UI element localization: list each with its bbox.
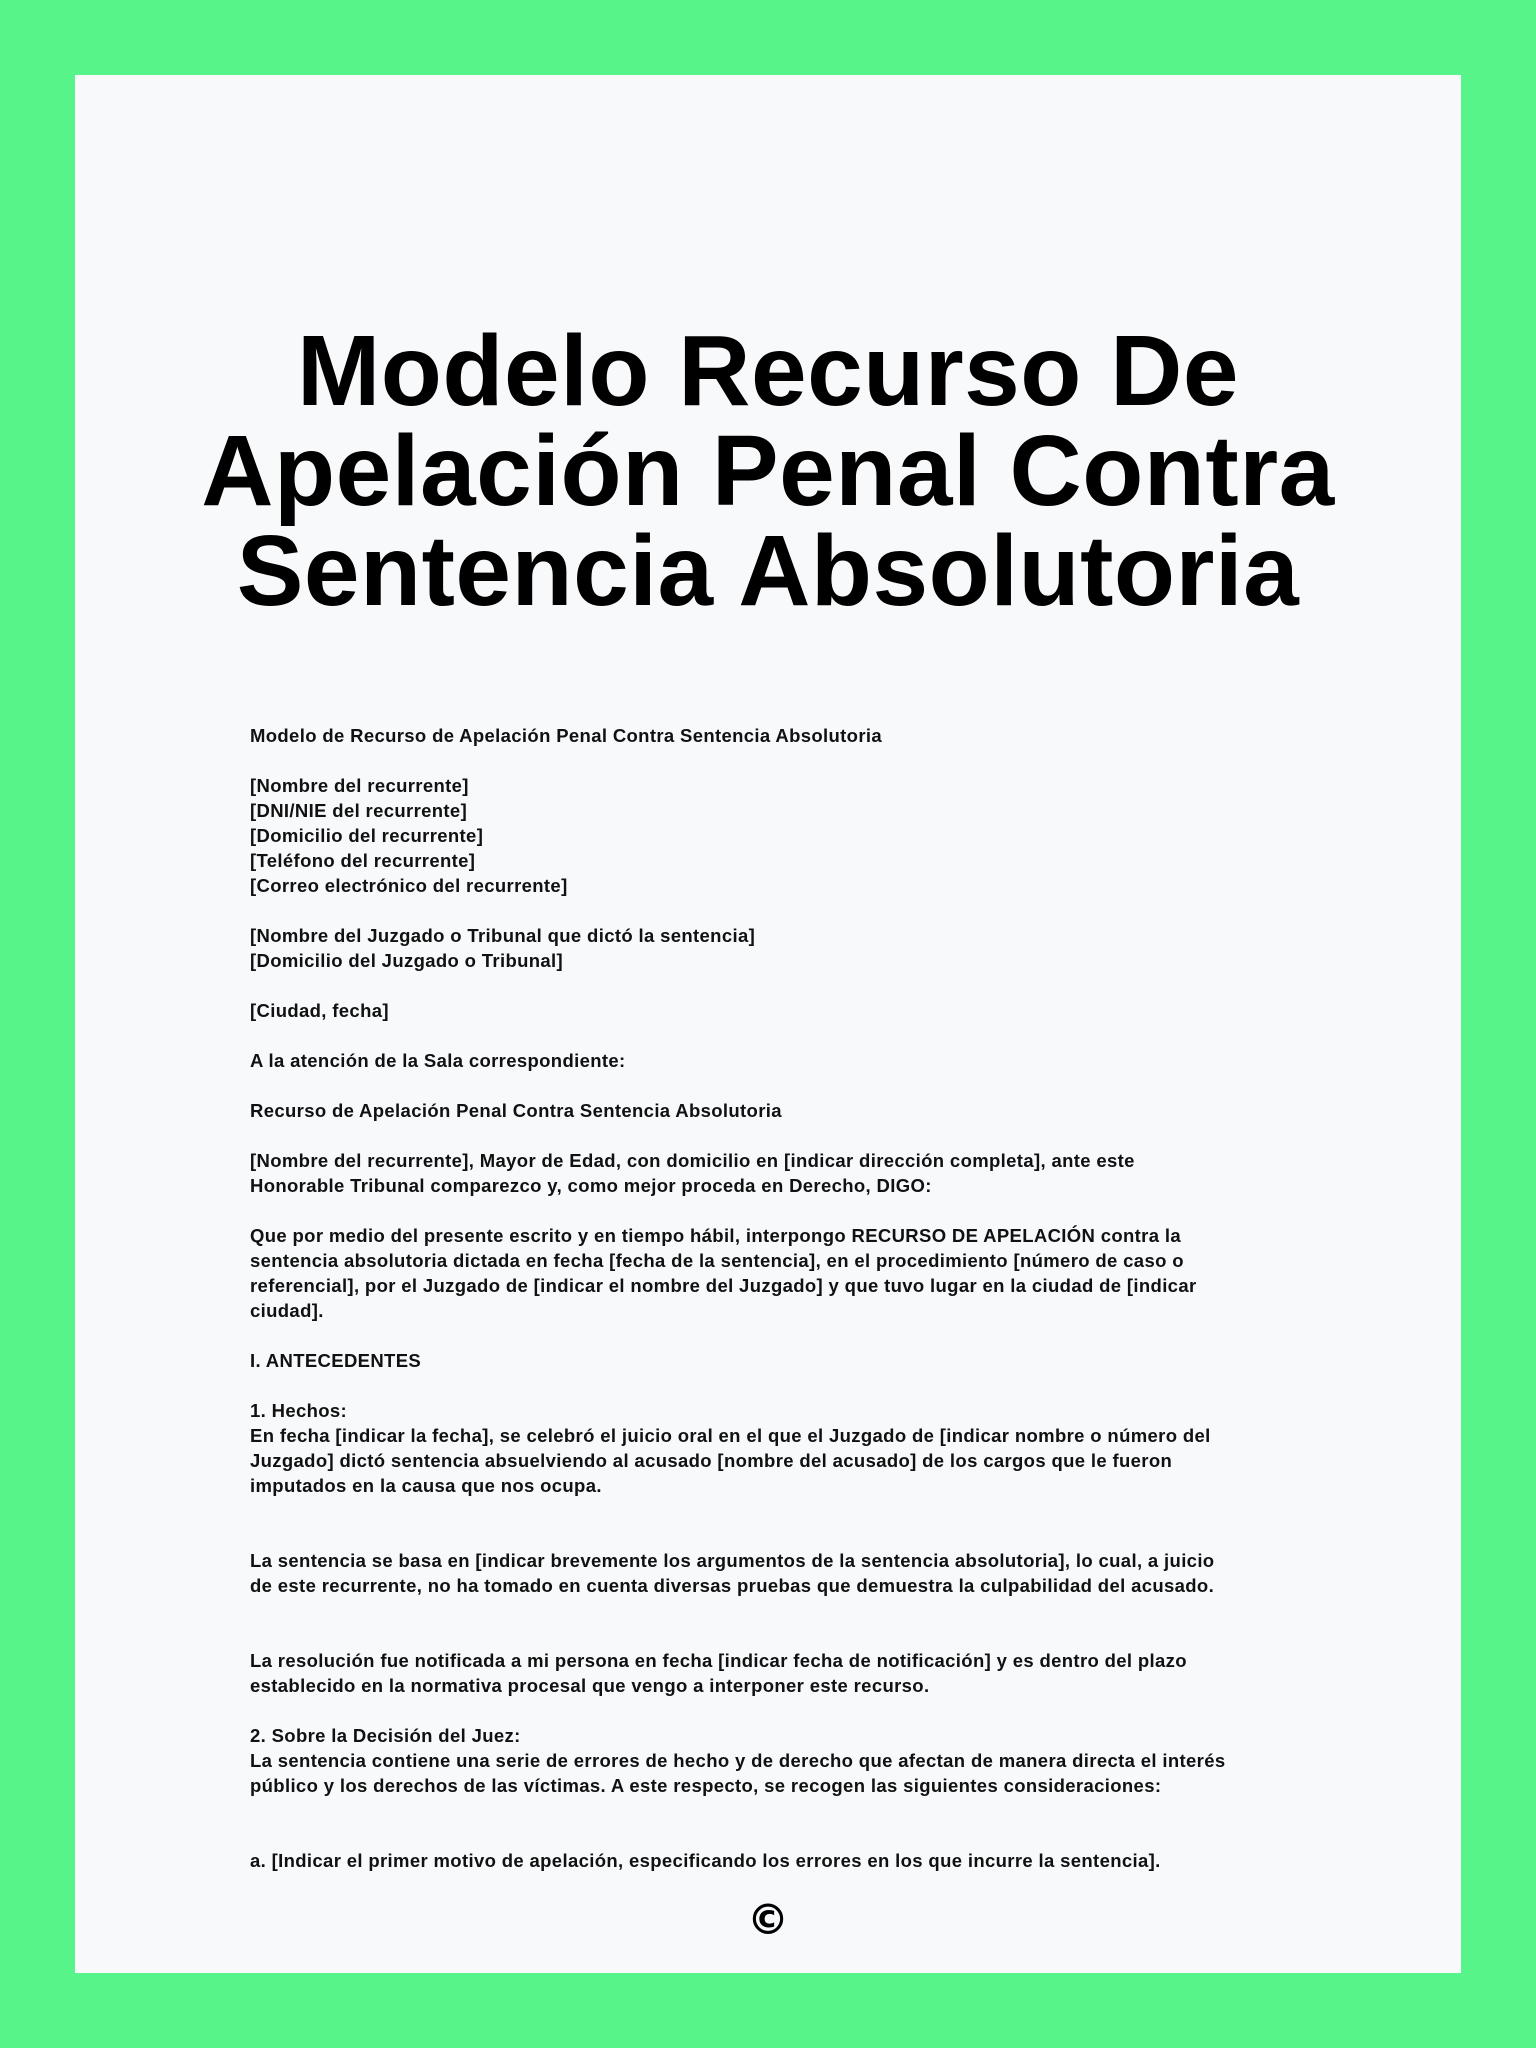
- sentencia-basa-paragraph: [250, 1548, 1360, 1598]
- notificacion-paragraph: [250, 1648, 1360, 1698]
- paragraph-line: imputados en la causa que nos ocupa.: [250, 1475, 602, 1496]
- paragraph-line: público y los derechos de las víctimas. A este respecto, se recogen las siguientes consideraciones:: [250, 1775, 1162, 1796]
- document-page: [75, 75, 1461, 1973]
- decision-heading: 2. Sobre la Decisión del Juez:: [250, 1725, 521, 1746]
- recurrente-dni: [DNI/NIE del recurrente]: [250, 800, 468, 821]
- paragraph-line: ciudad].: [250, 1300, 324, 1321]
- paragraph-line: sentencia absolutoria dictada en fecha [fecha de la sentencia], en el procedimiento [número de caso o: [250, 1250, 1184, 1271]
- recurrente-block: [250, 773, 1360, 898]
- motivo-a-line: a. [Indicar el primer motivo de apelación, especificando los errores en los que incurre la sentencia].: [250, 1850, 1161, 1871]
- recurrente-nombre: [Nombre del recurrente]: [250, 775, 469, 796]
- paragraph-line: La resolución fue notificada a mi persona en fecha [indicar fecha de notificación] y es dentro del plazo: [250, 1650, 1187, 1671]
- paragraph-line: referencial], por el Juzgado de [indicar el nombre del Juzgado] y que tuvo lugar en la ciudad de [indicar: [250, 1275, 1197, 1296]
- juzgado-domicilio: [Domicilio del Juzgado o Tribunal]: [250, 950, 564, 971]
- paragraph-line: establecido en la normativa procesal que vengo a interponer este recurso.: [250, 1675, 930, 1696]
- atencion-line: A la atención de la Sala correspondiente:: [250, 1050, 626, 1071]
- ciudad-fecha: [Ciudad, fecha]: [250, 1000, 389, 1021]
- comparecencia-paragraph: [250, 1148, 1360, 1198]
- asunto-line: Recurso de Apelación Penal Contra Sentencia Absolutoria: [250, 1100, 782, 1121]
- document-body: [250, 723, 1360, 1873]
- header-line: Modelo de Recurso de Apelación Penal Contra Sentencia Absolutoria: [250, 725, 882, 746]
- antecedentes-heading: I. ANTECEDENTES: [250, 1350, 422, 1371]
- title-line: Apelación Penal Contra: [201, 415, 1335, 527]
- paragraph-line: Honorable Tribunal comparezco y, como mejor proceda en Derecho, DIGO:: [250, 1175, 932, 1196]
- paragraph-line: La sentencia contiene una serie de errores de hecho y de derecho que afectan de manera directa el interés: [250, 1750, 1226, 1771]
- paragraph-line: Juzgado] dictó sentencia absuelviendo al acusado [nombre del acusado] de los cargos que le fueron: [250, 1450, 1173, 1471]
- paragraph-line: La sentencia se basa en [indicar brevemente los argumentos de la sentencia absolutoria], lo cual, a juicio: [250, 1550, 1215, 1571]
- document-title: [75, 315, 1461, 627]
- recurrente-correo: [Correo electrónico del recurrente]: [250, 875, 568, 896]
- hechos-heading: 1. Hechos:: [250, 1400, 348, 1421]
- paragraph-line: En fecha [indicar la fecha], se celebró el juicio oral en el que el Juzgado de [indicar nombre o número del: [250, 1425, 1211, 1446]
- paragraph-line: Que por medio del presente escrito y en tiempo hábil, interpongo RECURSO DE APELACIÓN contra la: [250, 1225, 1181, 1246]
- recurrente-telefono: [Teléfono del recurrente]: [250, 850, 476, 871]
- hechos-paragraph: [250, 1423, 1360, 1498]
- juzgado-nombre: [Nombre del Juzgado o Tribunal que dictó la sentencia]: [250, 925, 756, 946]
- decision-paragraph: [250, 1748, 1360, 1798]
- title-line: Modelo Recurso De: [297, 315, 1239, 427]
- paragraph-line: [Nombre del recurrente], Mayor de Edad, con domicilio en [indicar dirección completa], ante este: [250, 1150, 1135, 1171]
- recurrente-domicilio: [Domicilio del recurrente]: [250, 825, 484, 846]
- copyright-icon: ©: [747, 1895, 789, 1944]
- paragraph-line: de este recurrente, no ha tomado en cuenta diversas pruebas que demuestra la culpabilidad del acusado.: [250, 1575, 1215, 1596]
- interposicion-paragraph: [250, 1223, 1360, 1323]
- juzgado-block: [250, 923, 1360, 973]
- title-line: Sentencia Absolutoria: [236, 515, 1300, 627]
